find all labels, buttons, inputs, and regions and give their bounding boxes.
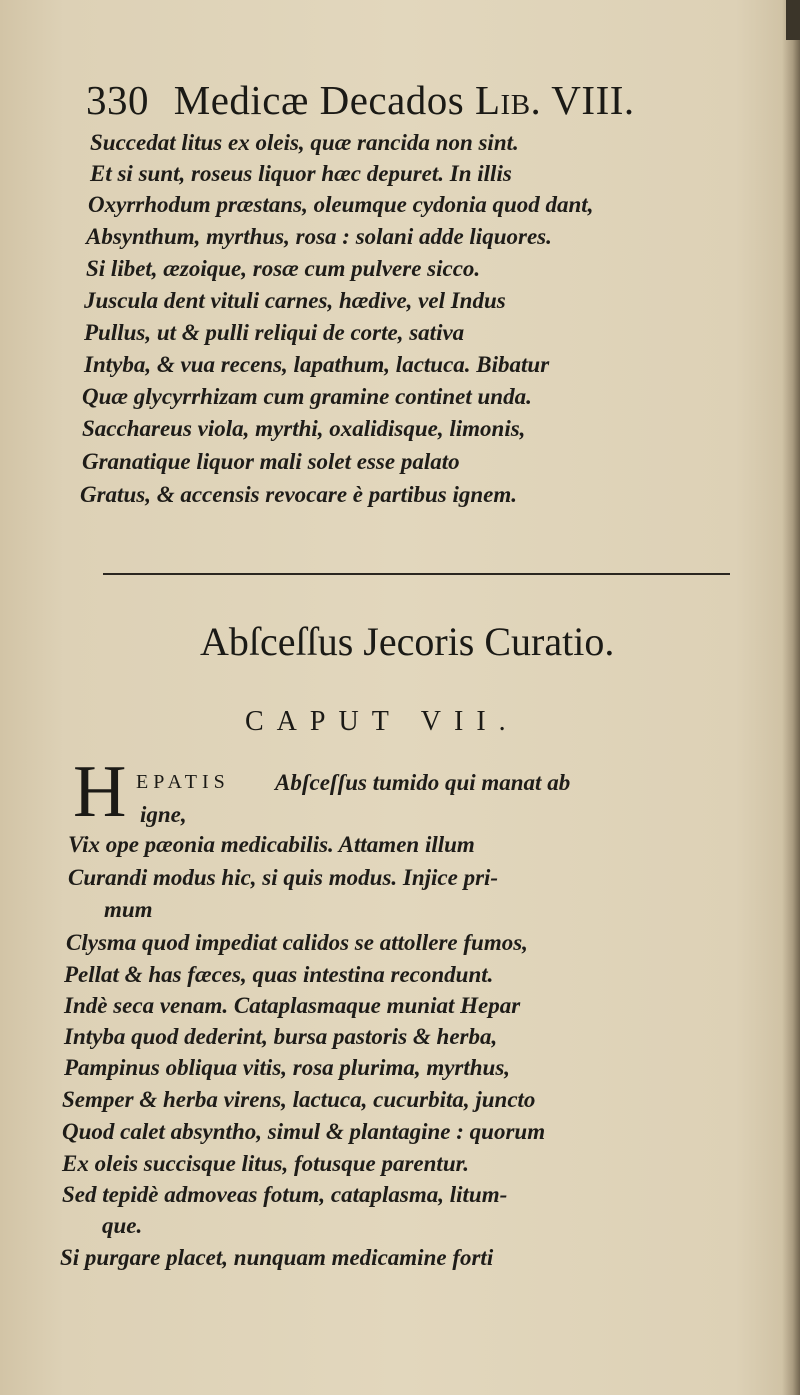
verse-line: Ex oleis succisque litus, fotusque parentur. — [62, 1151, 470, 1176]
verse-line: que. — [102, 1213, 143, 1238]
verse-line: Gratus, & accensis revocare è partibus ignem. — [80, 482, 517, 507]
verse-line: Succedat litus ex oleis, quæ rancida non sint. — [90, 130, 519, 155]
chapter-heading: CAPUT VII. — [245, 706, 519, 737]
verse-line: Sacchareus viola, myrthi, oxalidisque, limonis, — [82, 416, 526, 441]
verse-line: Intyba, & vua recens, lapathum, lactuca. Bibatur — [84, 352, 550, 377]
verse-line: Si purgare placet, nunquam medicamine forti — [60, 1245, 494, 1270]
verse-line: Si libet, æzoique, rosæ cum pulvere sicco. — [86, 256, 481, 281]
verse-line: Clysma quod impediat calidos se attollere fumos, — [66, 930, 528, 955]
verse-line: Absynthum, myrthus, rosa : solani adde liquores. — [86, 224, 552, 249]
verse-line: Juscula dent vituli carnes, hædive, vel Indus — [84, 288, 506, 313]
verse-line: Et si sunt, roseus liquor hæc depuret. In illis — [90, 161, 512, 186]
section-title: Abſceſſus Jecoris Curatio. — [200, 619, 615, 664]
verse-line: Pampinus obliqua vitis, rosa plurima, myrthus, — [64, 1055, 511, 1080]
page-number: 330 — [86, 77, 149, 123]
running-header — [86, 76, 635, 124]
verse-line: Indè seca venam. Cataplasmaque muniat Hepar — [64, 993, 521, 1018]
section-divider — [103, 573, 730, 575]
opening-word: EPATIS — [136, 771, 230, 793]
verse-line: Intyba quod dederint, bursa pastoris & herba, — [64, 1024, 498, 1049]
verse-line: Curandi modus hic, si quis modus. Injice pri- — [68, 865, 499, 890]
verse-line: Abſceſſus tumido qui manat ab — [275, 770, 571, 795]
running-title: Medicæ Decados — [173, 77, 465, 123]
verse-line: Pullus, ut & pulli reliqui de corte, sativa — [84, 320, 465, 345]
book-number: Lib. VIII. — [475, 77, 635, 123]
page-corner-edge — [786, 0, 800, 40]
verse-line: Oxyrrhodum præstans, oleumque cydonia quod dant, — [88, 192, 594, 217]
page-gutter-shadow — [782, 0, 800, 1395]
verse-line: Quod calet absyntho, simul & plantagine : quorum — [62, 1119, 546, 1144]
verse-line: Granatique liquor mali solet esse palato — [82, 449, 460, 474]
verse-line: mum — [104, 897, 153, 922]
verse-line: Pellat & has fæces, quas intestina recondunt. — [64, 962, 494, 987]
verse-line: Semper & herba virens, lactuca, cucurbita, juncto — [62, 1087, 536, 1112]
verse-line: Quæ glycyrrhizam cum gramine continet unda. — [82, 384, 532, 409]
verse-line: Vix ope pæonia medicabilis. Attamen illum — [68, 832, 475, 857]
drop-capital: H — [73, 751, 127, 833]
verse-line: igne, — [140, 802, 187, 827]
verse-line: Sed tepidè admoveas fotum, cataplasma, litum- — [62, 1182, 508, 1207]
